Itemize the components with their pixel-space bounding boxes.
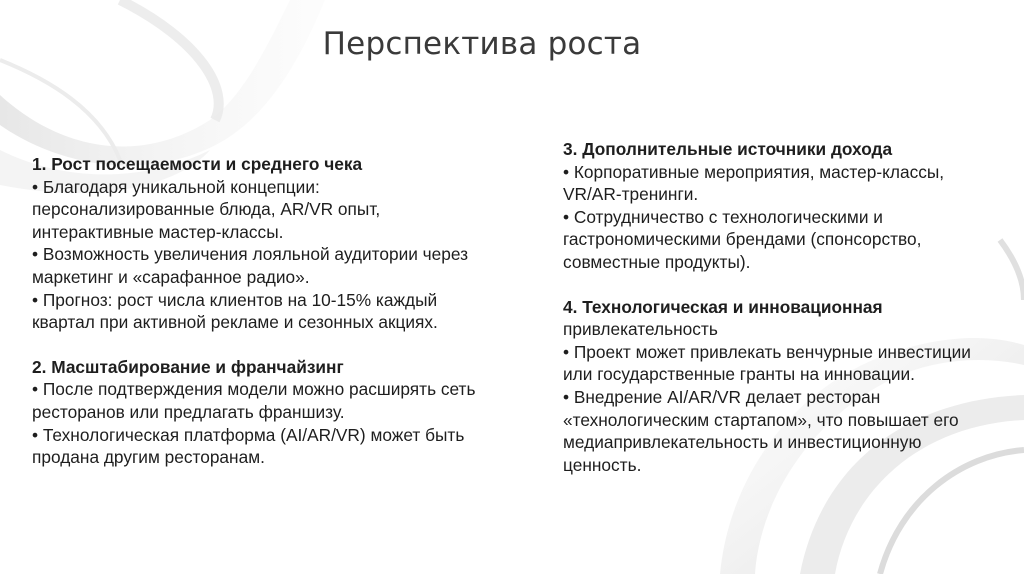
left-column — [32, 153, 502, 469]
section-extra-income — [563, 138, 993, 274]
bullet-item: • Технологическая платформа (AI/AR/VR) может быть продана другим ресторанам. — [32, 424, 465, 468]
bullet-item: • Возможность увеличения лояльной аудитории через маркетинг и «сарафанное радио». — [32, 244, 469, 287]
section-heading-continuation: привлекательность — [563, 319, 718, 340]
section-heading: 3. Дополнительные источники дохода — [563, 139, 893, 159]
bullet-item: • Благодаря уникальной концепции: персонализированные блюда, AR/VR опыт, интерактивные мастер-классы. — [32, 176, 381, 242]
bullet-item: • Внедрение AI/AR/VR делает ресторан «технологическим стартапом», что повышает его медиапривлекательность и инвестиционную ценность. — [563, 386, 959, 475]
bullet-item: • Прогноз: рост числа клиентов на 10-15% каждый квартал при активной рекламе и сезонных акциях. — [32, 289, 438, 333]
section-scaling — [32, 356, 502, 469]
slide-title: Перспектива роста — [322, 26, 642, 62]
section-tech-appeal — [563, 296, 993, 477]
bullet-item: • Корпоративные мероприятия, мастер-классы, VR/AR-тренинги. — [563, 161, 945, 205]
bullet-item: • Сотрудничество с технологическими и гастрономическими брендами (спонсорство, совместные продукты). — [563, 206, 922, 272]
section-growth — [32, 153, 502, 334]
bullet-item: • После подтверждения модели можно расширять сеть ресторанов или предлагать франшизу. — [32, 379, 476, 422]
section-heading: 1. Рост посещаемости и среднего чека — [32, 154, 363, 174]
bullet-item: • Проект может привлекать венчурные инвестиции или государственные гранты на инновации. — [563, 341, 971, 385]
section-heading: 4. Технологическая и инновационная — [563, 296, 883, 317]
section-heading-group — [563, 296, 993, 341]
section-heading: 2. Масштабирование и франчайзинг — [32, 356, 344, 377]
right-column — [563, 138, 993, 476]
